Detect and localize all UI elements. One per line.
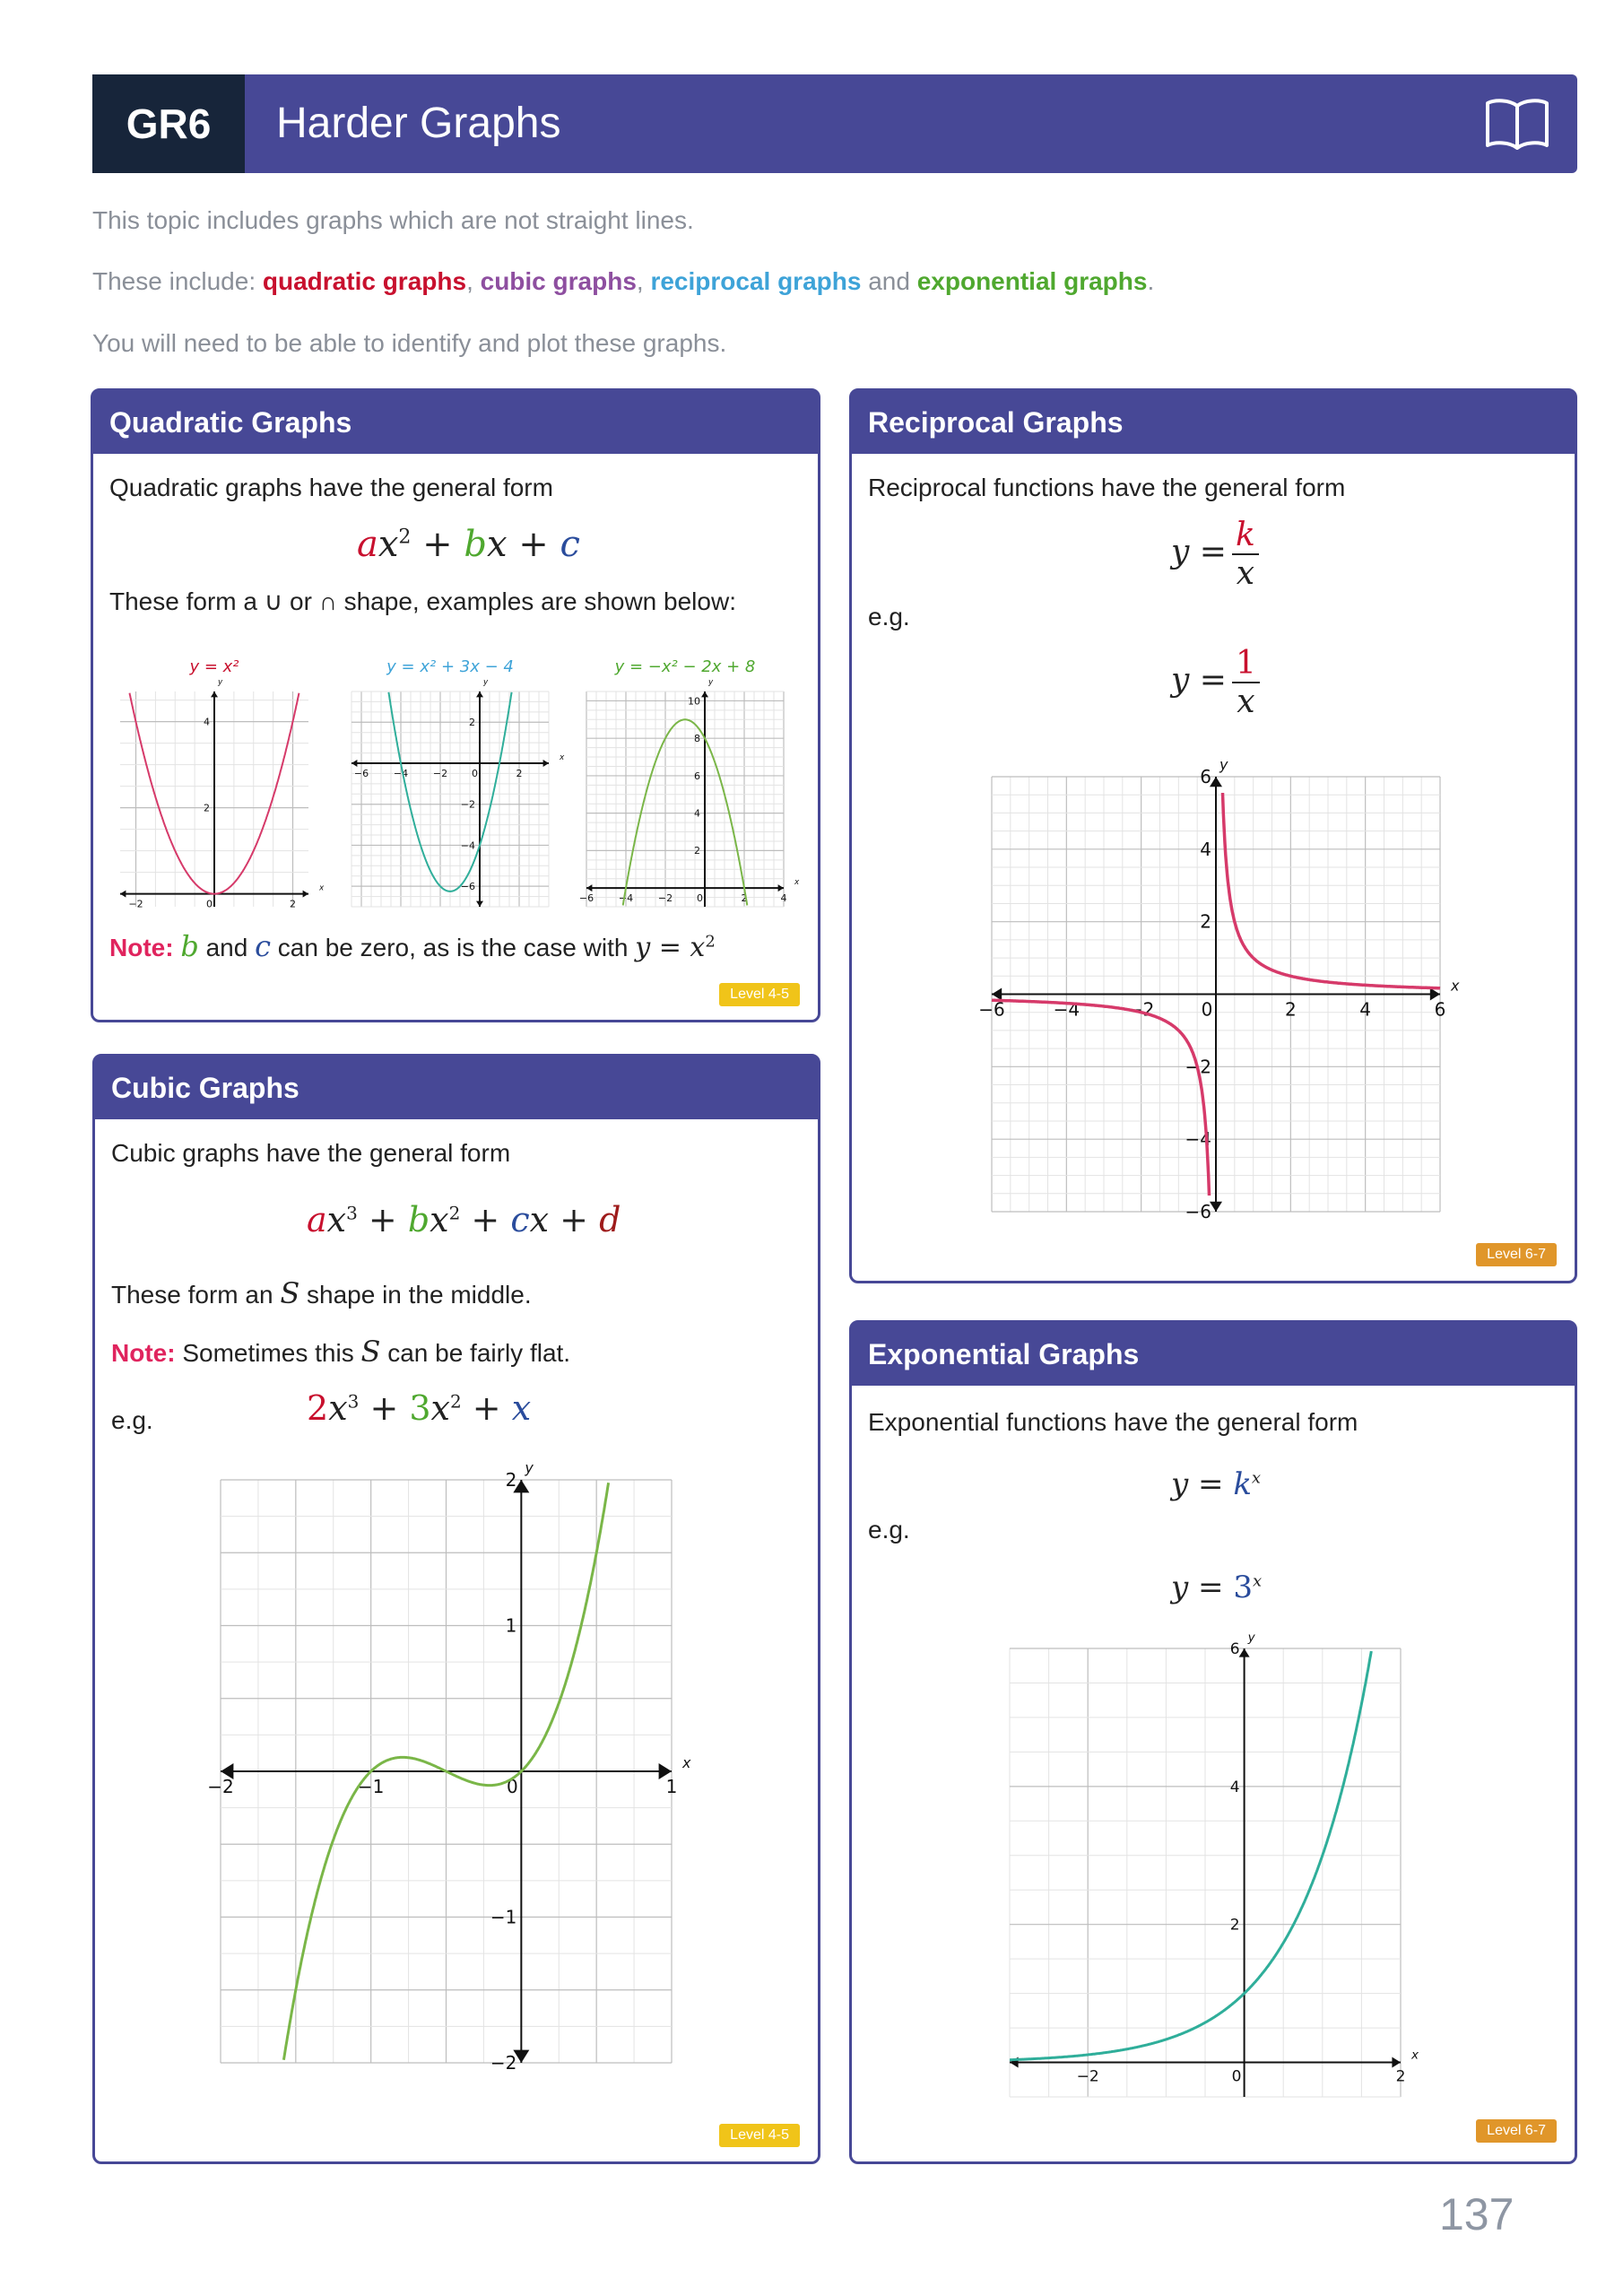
cup-symbol: ∪ — [264, 587, 283, 615]
y-tick-label: 10 — [688, 695, 700, 708]
book-icon — [1484, 97, 1550, 151]
lhs: y = — [1171, 534, 1227, 570]
y-tick-label: −2 — [490, 2052, 517, 2074]
page-number: 137 — [1439, 2189, 1515, 2239]
lhs: y = — [1171, 662, 1227, 699]
var-x: x — [378, 524, 399, 565]
y-axis-arrow — [476, 691, 483, 697]
cubic-shape-text — [111, 1276, 532, 1310]
eg-label: e.g. — [111, 1406, 153, 1434]
y-tick-label: 4 — [1229, 1778, 1240, 1796]
x-tick-label: −4 — [618, 892, 634, 905]
x-tick-label: −2 — [432, 768, 448, 779]
x-axis-arrow — [778, 884, 784, 891]
y-axis-label: y — [218, 678, 223, 687]
quadratic-intro: Quadratic graphs have the general form — [109, 474, 553, 501]
x-axis-arrow — [352, 760, 357, 767]
s-symbol: S — [280, 1276, 300, 1310]
x-axis-label: x — [560, 753, 565, 762]
y-tick-label: 6 — [1200, 766, 1211, 787]
y-axis-label: y — [708, 678, 714, 687]
y-axis-arrow — [1239, 1648, 1250, 1657]
x-tick-label: 2 — [516, 768, 523, 779]
x-axis-arrow — [586, 884, 592, 891]
card-title: Cubic Graphs — [95, 1057, 818, 1119]
card-title: Exponential Graphs — [852, 1323, 1575, 1386]
chart-y-equals-x-squared — [111, 647, 326, 925]
intro-prefix: These include: — [92, 267, 263, 295]
x-tick-label: −2 — [657, 892, 673, 905]
y-tick-label: −4 — [1185, 1128, 1211, 1151]
var-x: x — [326, 1200, 347, 1239]
exp-2: 2 — [449, 1390, 462, 1413]
y-axis-arrow — [476, 901, 483, 907]
coef-3: 3 — [409, 1388, 431, 1428]
y-tick-label: −6 — [460, 880, 475, 892]
chart-exponential — [986, 1619, 1435, 2112]
exponential-intro: Exponential functions have the general form — [868, 1408, 1358, 1436]
x-tick-label: 2 — [1395, 2067, 1406, 2086]
cubic-intro: Cubic graphs have the general form — [111, 1139, 511, 1167]
text: Sometimes this — [175, 1339, 361, 1367]
card-title: Reciprocal Graphs — [852, 391, 1575, 454]
var-x: x — [486, 524, 508, 565]
coef-a: a — [307, 1200, 327, 1239]
cubic-card — [92, 1054, 820, 2164]
y-tick-label: −4 — [460, 839, 475, 852]
var-x: x — [511, 1388, 532, 1428]
coef-2: 2 — [307, 1388, 329, 1428]
var-x: x — [328, 1388, 348, 1428]
topic-header — [92, 74, 1577, 173]
var-c: c — [255, 929, 272, 963]
and-text: and — [861, 267, 917, 295]
exp-3: 3 — [346, 1202, 358, 1224]
x-tick-label: 2 — [741, 892, 748, 905]
topic-exponential-link: exponential graphs — [916, 267, 1148, 295]
var-x: x — [430, 1388, 450, 1428]
x-tick-label: 0 — [1231, 2067, 1242, 2086]
plus: + — [549, 1200, 600, 1239]
x-tick-label: 1 — [665, 1776, 678, 1797]
plus: + — [411, 524, 464, 565]
coef-b: b — [407, 1200, 430, 1239]
y-axis-label: y — [1247, 1631, 1255, 1645]
text: These form an — [111, 1281, 281, 1309]
x-axis-arrow — [1392, 2057, 1401, 2068]
text: or — [282, 587, 319, 615]
x-tick-label: −2 — [207, 1776, 234, 1797]
coef-c: c — [510, 1200, 530, 1239]
y-tick-label: 2 — [469, 717, 475, 729]
x-tick-label: −2 — [128, 898, 143, 910]
card-title: Quadratic Graphs — [93, 391, 818, 454]
y-axis-label: y — [1219, 756, 1228, 773]
curve — [1223, 793, 1441, 988]
level-badge: Level 4-5 — [719, 2124, 800, 2147]
exp-2: 2 — [398, 526, 412, 549]
equation: y = x — [635, 932, 706, 963]
plus: + — [507, 524, 560, 565]
x-tick-label: 0 — [206, 898, 213, 910]
plus: + — [461, 1388, 512, 1428]
exponential-card — [849, 1320, 1577, 2164]
y-tick-label: 8 — [694, 733, 700, 745]
y-tick-label: 2 — [505, 1469, 517, 1491]
chart-title: y = x² — [189, 657, 239, 676]
x-axis-label: x — [1451, 977, 1460, 995]
x-tick-label: 2 — [1284, 998, 1297, 1021]
var-b: b — [180, 929, 199, 963]
x-tick-label: −6 — [578, 892, 595, 905]
intro-line-3: You will need to be able to identify and plot these graphs. — [92, 329, 727, 357]
y-tick-label: 6 — [1229, 1639, 1240, 1658]
text: can be zero, as is the case with — [271, 934, 636, 961]
quadratic-formula — [357, 524, 580, 565]
note-label: Note: — [111, 1339, 176, 1367]
text: and — [198, 934, 256, 961]
sep: , — [466, 267, 481, 295]
chart-neg-x2-minus-2x-plus-8 — [577, 647, 802, 925]
chart-reciprocal — [950, 750, 1460, 1222]
level-badge: Level 6-7 — [1476, 1243, 1557, 1266]
level-badge: Level 6-7 — [1476, 2119, 1557, 2143]
lhs: y = — [1171, 1466, 1234, 1502]
y-axis-arrow — [1210, 1202, 1222, 1212]
y-axis-arrow — [1210, 777, 1222, 787]
y-axis-label: y — [483, 678, 489, 687]
level-badge: Level 4-5 — [719, 983, 800, 1006]
numerator-1: 1 — [1232, 645, 1260, 683]
y-tick-label: 2 — [204, 802, 210, 814]
reciprocal-card — [849, 388, 1577, 1283]
x-tick-label: 0 — [697, 892, 703, 905]
x-axis-label: x — [1411, 2048, 1419, 2063]
reciprocal-general-formula — [1171, 517, 1259, 592]
x-tick-label: −2 — [1076, 2067, 1099, 2086]
y-tick-label: 2 — [1200, 910, 1211, 933]
y-axis-arrow — [211, 691, 218, 697]
eg-label: e.g. — [868, 603, 910, 631]
exp-x: x — [1252, 1571, 1263, 1591]
y-tick-label: 4 — [694, 807, 700, 820]
reciprocal-intro: Reciprocal functions have the general form — [868, 474, 1346, 501]
denominator-x: x — [1236, 555, 1255, 592]
exponential-general-formula — [1171, 1466, 1261, 1502]
topic-cubic-link: cubic graphs — [480, 267, 637, 295]
y-tick-label: −2 — [460, 798, 475, 811]
coef-c: c — [560, 524, 580, 565]
intro-line-1: This topic includes graphs which are not straight lines. — [92, 206, 694, 234]
y-tick-label: 4 — [1200, 838, 1211, 860]
period: . — [1147, 267, 1155, 295]
text: can be fairly flat. — [380, 1339, 571, 1367]
chart-title: y = x² + 3x − 4 — [386, 657, 514, 676]
topic-reciprocal-link: reciprocal graphs — [650, 267, 862, 295]
x-tick-label: −2 — [1127, 998, 1155, 1021]
cap-symbol: ∩ — [318, 587, 337, 615]
x-tick-label: −6 — [353, 768, 369, 779]
x-tick-label: 4 — [1359, 998, 1372, 1021]
exp-3: 3 — [347, 1390, 360, 1413]
x-axis-label: x — [319, 883, 325, 893]
note-label: Note: — [109, 934, 174, 961]
plus: + — [460, 1200, 511, 1239]
y-tick-label: 4 — [204, 716, 210, 728]
s-symbol: S — [360, 1335, 381, 1369]
topic-code: GR6 — [92, 74, 245, 173]
x-axis-arrow — [303, 891, 308, 898]
intro-line-2 — [92, 267, 1154, 296]
var-x: x — [529, 1200, 550, 1239]
x-tick-label: −4 — [1053, 998, 1081, 1021]
x-axis-label: x — [682, 1754, 691, 1771]
cubic-note — [111, 1335, 570, 1369]
text: shape in the middle. — [299, 1281, 532, 1309]
cubic-example-formula — [307, 1388, 531, 1428]
text: shape, examples are shown below: — [336, 587, 736, 615]
base-k: k — [1233, 1466, 1252, 1502]
lhs: y = — [1171, 1570, 1234, 1605]
y-tick-label: −6 — [1185, 1201, 1211, 1222]
quadratic-shape-text — [109, 587, 736, 616]
y-axis-arrow — [701, 691, 708, 697]
y-tick-label: −1 — [490, 1906, 517, 1928]
eg-label: e.g. — [868, 1516, 910, 1544]
denominator-x: x — [1237, 683, 1255, 720]
y-tick-label: 1 — [505, 1614, 517, 1637]
plus: + — [357, 1200, 408, 1239]
y-tick-label: −2 — [1185, 1056, 1211, 1078]
x-axis-arrow — [543, 760, 549, 767]
topic-quadratic-link: quadratic graphs — [262, 267, 467, 295]
sep: , — [636, 267, 651, 295]
coef-b: b — [464, 524, 487, 565]
chart-x2-plus-3x-minus-4 — [343, 647, 567, 925]
x-tick-label: −4 — [393, 768, 409, 779]
y-tick-label: 2 — [694, 845, 700, 857]
x-tick-label: −1 — [357, 1776, 385, 1797]
x-tick-label: −6 — [978, 998, 1005, 1021]
coef-a: a — [357, 524, 378, 565]
var-x: x — [430, 1200, 449, 1239]
text: These form a — [109, 587, 265, 615]
x-axis-arrow — [120, 891, 126, 898]
coef-d: d — [599, 1200, 621, 1239]
x-tick-label: 6 — [1434, 998, 1446, 1021]
chart-cubic — [185, 1451, 741, 2079]
plus: + — [359, 1388, 410, 1428]
cubic-formula — [307, 1200, 621, 1239]
numerator-k: k — [1232, 517, 1259, 555]
chart-title: y = −x² − 2x + 8 — [614, 657, 756, 676]
exp-x: x — [1251, 1468, 1262, 1488]
curve — [992, 1000, 1210, 1196]
x-tick-label: 0 — [1201, 998, 1213, 1021]
quadratic-card — [91, 388, 820, 1022]
x-tick-label: 0 — [506, 1776, 518, 1797]
quadratic-note — [109, 929, 716, 963]
x-tick-label: 4 — [780, 892, 787, 905]
x-tick-label: 2 — [290, 898, 296, 910]
x-tick-label: 0 — [472, 768, 478, 779]
base-3: 3 — [1233, 1570, 1253, 1605]
topic-title: Harder Graphs — [276, 100, 561, 147]
exp-2: 2 — [448, 1202, 461, 1224]
y-tick-label: 2 — [1229, 1916, 1240, 1935]
y-tick-label: 6 — [694, 770, 700, 782]
exp-2: 2 — [705, 932, 716, 952]
x-axis-label: x — [794, 878, 800, 888]
reciprocal-example-formula — [1171, 645, 1260, 720]
exponential-example-formula — [1171, 1570, 1262, 1605]
y-axis-label: y — [525, 1459, 534, 1476]
